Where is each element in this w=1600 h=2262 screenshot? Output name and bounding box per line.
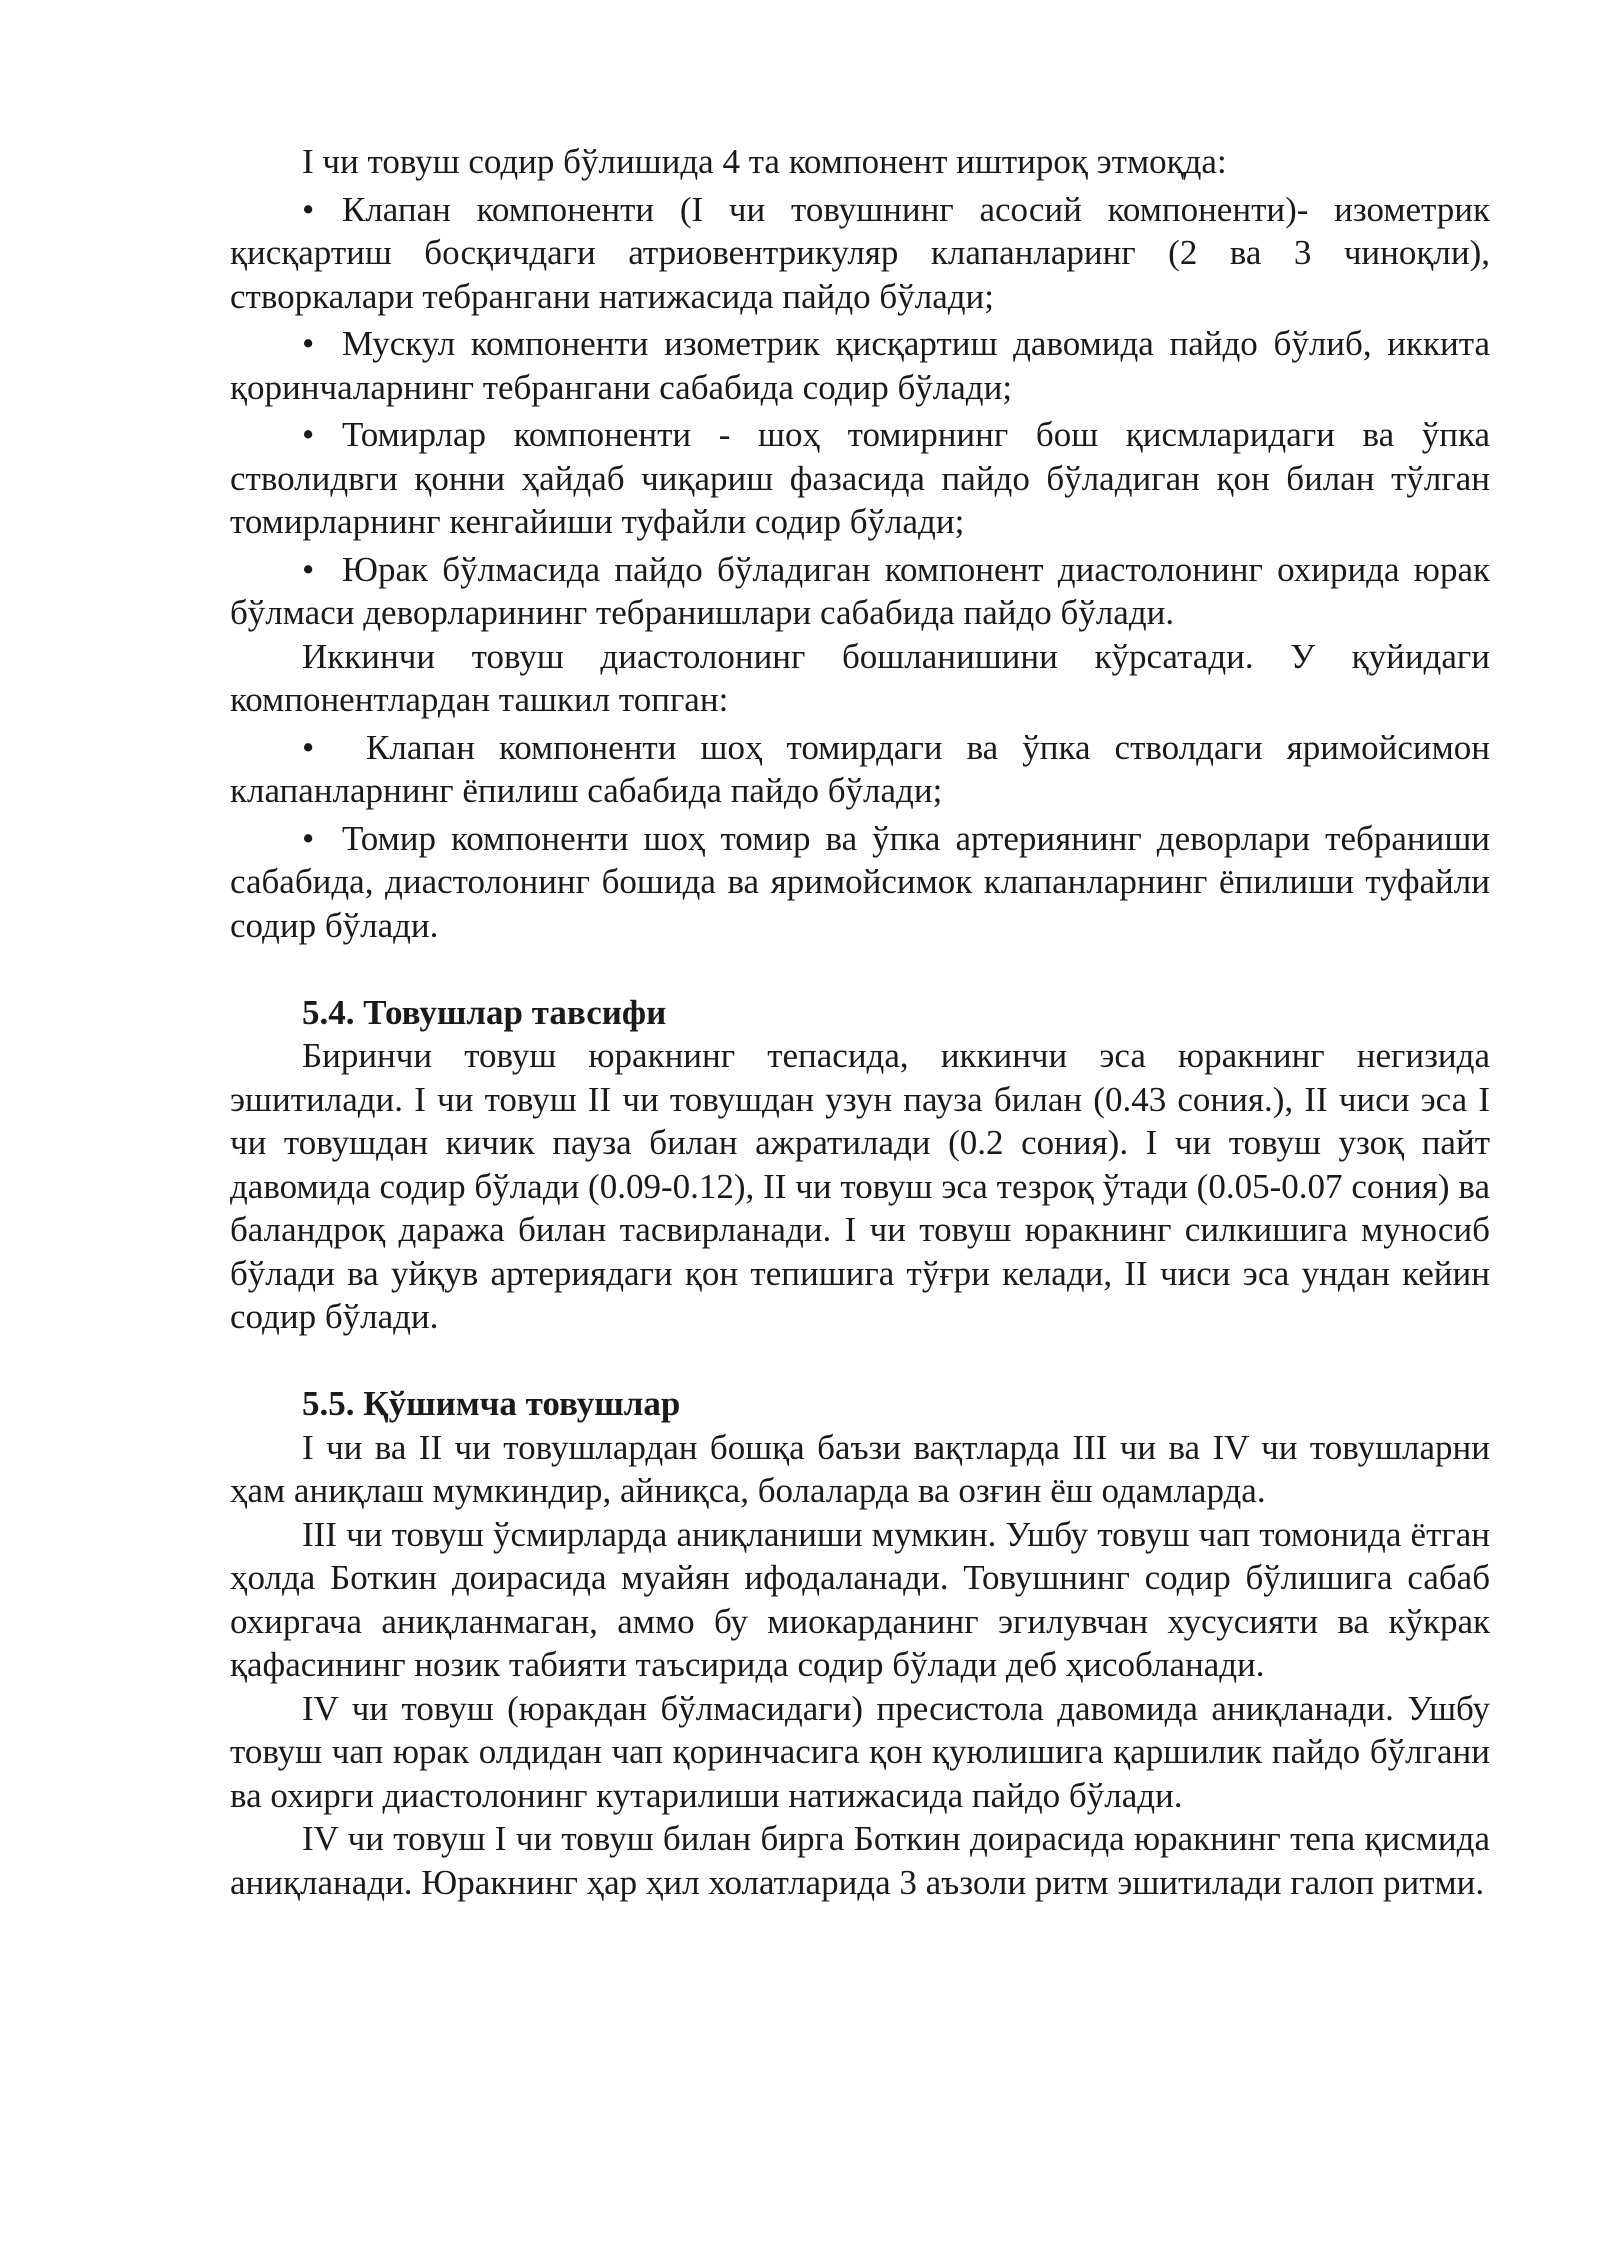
bullet-icon: •: [302, 818, 315, 858]
section-heading-5-4: 5.4. Товушлар тавсифи: [302, 992, 667, 1032]
list-item-valve-component-2: [230, 726, 1490, 813]
list-item-muscle-component: [230, 322, 1490, 409]
bullet-icon: •: [302, 324, 315, 363]
paragraph-additional-sounds: I чи ва II чи товушлардан бошқа баъзи вақтларда III чи ва IV чи товушларни ҳам аниқлаш мумкиндир, айниқса, болаларда ва озғин ёш одамларда.: [230, 1427, 1490, 1510]
bullet-icon: •: [302, 415, 315, 454]
list-item-text: Клапан компоненти шоҳ томирдаги ва ўпка стволдаги яримойсимон клапанларнинг ёпилиш сабабида пайдо бўлади;: [230, 727, 1490, 810]
list-item-text: Клапан компоненти (I чи товушнинг асосий компоненти)- изометрик қисқартиш босқичдаги атриовентрикуляр клапанларинг (2 ва 3 чиноқли), створкалари тебрангани натижасида пайдо бўлади;: [230, 189, 1490, 316]
intro-second-sound: Иккинчи товуш диастолонинг бошланишини кўрсатади. У қуйидаги компонентлардан ташкил топган:: [230, 636, 1490, 719]
bullet-icon: •: [302, 549, 315, 589]
list-item-vessel-component: [230, 413, 1490, 544]
paragraph-fourth-sound: IV чи товуш (юракдан бўлмасидаги) пресистола давомида аниқланади. Ушбу товуш чап юрак олдидан чап қоринчасига қон қуюлишига қаршилик пайдо бўлгани ва охирги диастолонинг кутарилиши натижасида пайдо бўлади.: [230, 1688, 1490, 1815]
paragraph-sound-description: Биринчи товуш юракнинг тепасида, иккинчи эса юракнинг негизида эшитилади. I чи товуш II чи товушдан узун пауза билан (0.43 сония.), II чиси эса I чи товушдан кичик пауза билан ажратилади (0.2 сония). I чи товуш узоқ пайт давомида содир бўлади (0.09-0.12), II чи товуш эса тезроқ ўтади (0.05-0.07 сония) ва баландроқ даража билан тасвирланади. I чи товуш юракнинг силкишига муносиб бўлади ва уйқув артериядаги қон тепишига тўғри келади, II чиси эса ундан кейин содир бўлади.: [230, 1036, 1490, 1336]
section-heading-5-5: 5.5. Қўшимча товушлар: [302, 1384, 681, 1423]
list-item-text: Томир компоненти шоҳ томир ва ўпка артериянинг деворлари тебраниши сабабида, диастолонинг бошида ва яримойсимок клапанларнинг ёпилиши туфайли содир бўлади.: [230, 818, 1490, 945]
list-item-text: Юрак бўлмасида пайдо бўладиган компонент диастолонинг охирида юрак бўлмаси деворларининг тебранишлари сабабида пайдо бўлади.: [230, 549, 1490, 632]
list-item-text: Томирлар компоненти - шоҳ томирнинг бош қисмларидаги ва ўпка стволидвги қонни ҳайдаб чиқариш фазасида пайдо бўладиган қон билан тўлган томирларнинг кенгайиши туфайли содир бўлади;: [230, 415, 1490, 541]
spacer: [230, 1339, 1490, 1383]
bullet-icon: •: [302, 189, 315, 229]
list-item-vessel-component-2: [230, 817, 1490, 948]
bullet-icon: •: [302, 727, 315, 767]
document-page: [230, 140, 1490, 1904]
intro-first-sound: I чи товуш содир бўлишида 4 та компонент иштироқ этмоқда:: [302, 142, 1227, 181]
paragraph-third-sound: III чи товуш ўсмирларда аниқланиши мумкин. Ушбу товуш чап томонида ётган ҳолда Боткин доирасида муайян ифодаланади. Товушнинг содир бўлишига сабаб охиргача аниқланмаган, аммо бу миокарданинг эгилувчан хусусияти ва кўкрак қафасининг нозик табияти таъсирида содир бўлади деб ҳисобланади.: [230, 1514, 1490, 1684]
paragraph-gallop-rhythm: IV чи товуш I чи товуш билан бирга Боткин доирасида юракнинг тепа қисмида аниқланади. Юракнинг ҳар ҳил холатларида 3 аъзоли ритм эшитилади галоп ритми.: [230, 1819, 1490, 1902]
list-item-text: Мускул компоненти изометрик қисқартиш давомида пайдо бўлиб, иккита қоринчаларнинг тебрангани сабабида содир бўлади;: [230, 324, 1490, 407]
spacer: [230, 947, 1490, 991]
list-item-valve-component: [230, 188, 1490, 319]
list-item-atrial-component: [230, 548, 1490, 635]
